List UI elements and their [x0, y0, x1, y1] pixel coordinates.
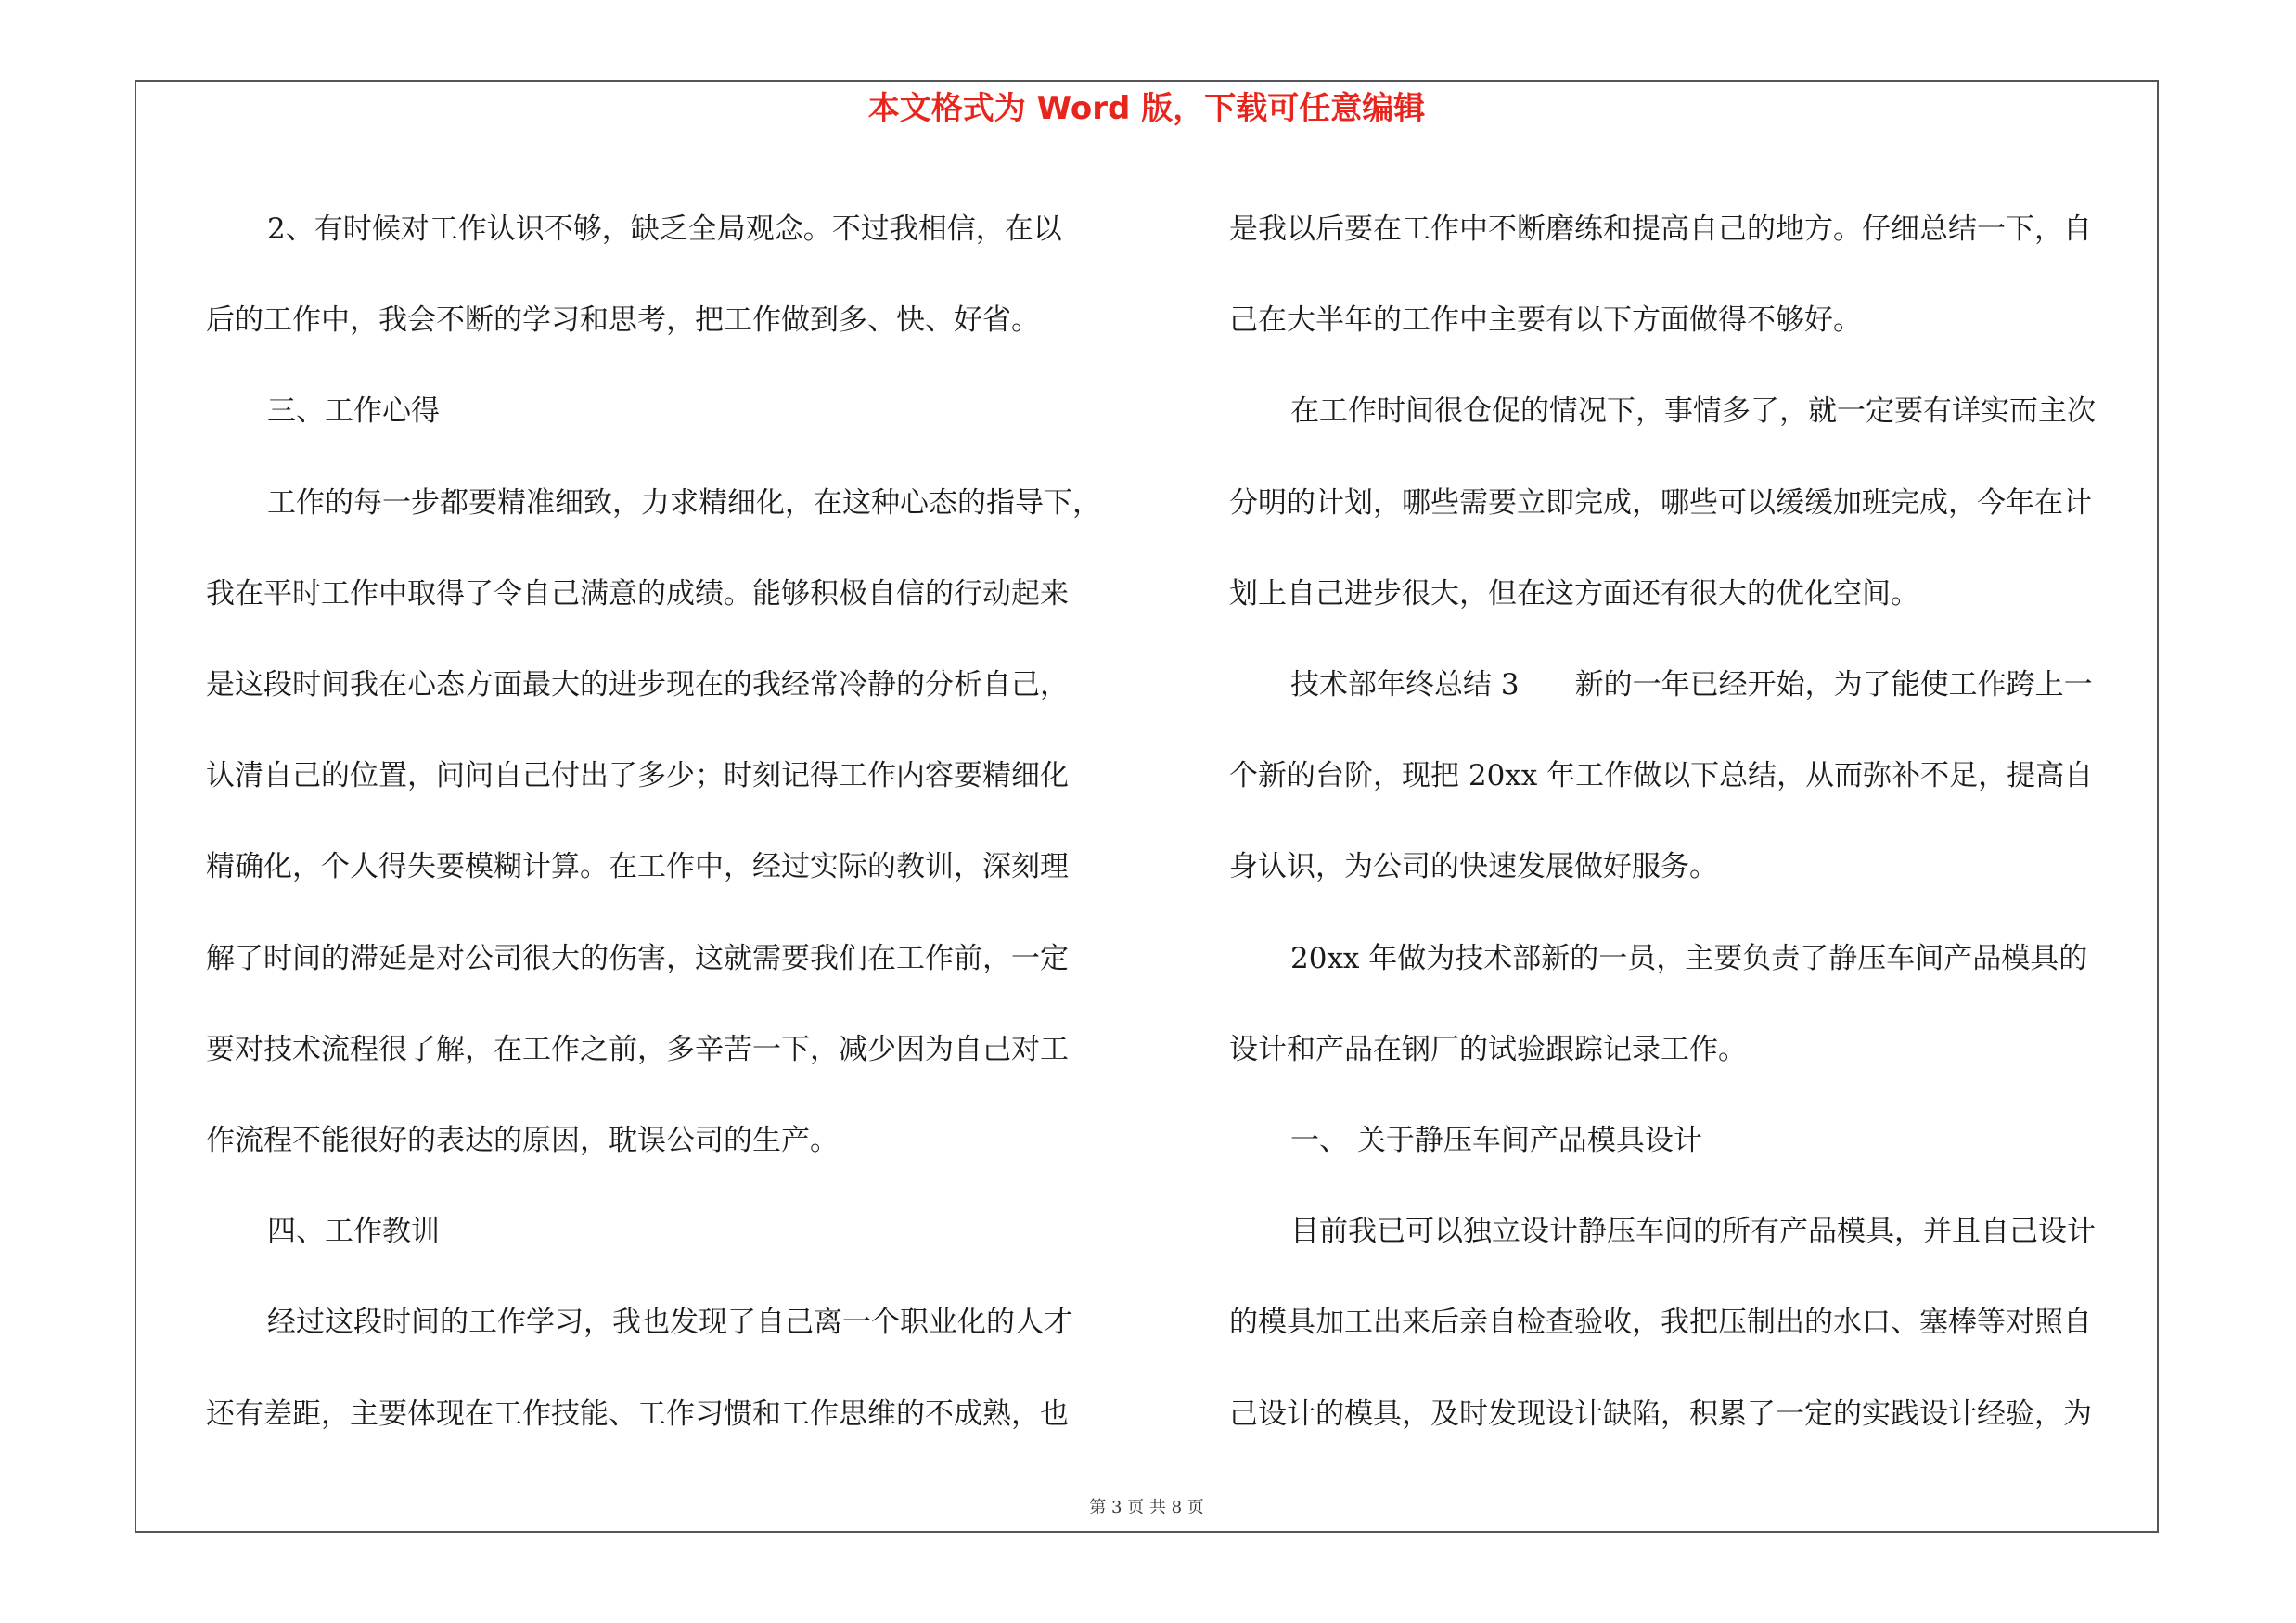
paragraph-line: 设计和产品在钢厂的试验跟踪记录工作。 [1229, 1032, 1747, 1066]
paragraph-line: 在工作时间很仓促的情况下，事情多了，就一定要有详实而主次 [1290, 394, 2096, 429]
paragraph-line: 己在大半年的工作中主要有以下方面做得不够好。 [1229, 303, 1862, 338]
paragraph-line: 分明的计划，哪些需要立即完成，哪些可以缓缓加班完成，今年在计 [1229, 485, 2092, 520]
paragraph-line: 要对技术流程很了解，在工作之前，多辛苦一下，减少因为自己对工 [206, 1032, 1069, 1066]
paragraph-line: 20xx 年做为技术部新的一员，主要负责了静压车间产品模具的 [1290, 941, 2088, 975]
paragraph-line: 身认识，为公司的快速发展做好服务。 [1229, 850, 1718, 884]
paragraph-line: 是这段时间我在心态方面最大的进步现在的我经常冷静的分析自己， [206, 668, 1069, 702]
section-heading: 三、工作心得 [267, 394, 440, 429]
paragraph-line: 还有差距，主要体现在工作技能、工作习惯和工作思维的不成熟，也 [206, 1397, 1069, 1431]
summary-intro: 新的一年已经开始，为了能使工作跨上一 [1574, 668, 2093, 702]
paragraph-line: 作流程不能很好的表达的原因，耽误公司的生产。 [206, 1124, 839, 1158]
paragraph-line: 精确化，个人得失要模糊计算。在工作中，经过实际的教训，深刻理 [206, 850, 1069, 884]
paragraph-line: 划上自己进步很大，但在这方面还有很大的优化空间。 [1229, 576, 1919, 611]
paragraph-line: 是我以后要在工作中不断磨练和提高自己的地方。仔细总结一下，自 [1229, 213, 2092, 246]
left-text-column [206, 184, 1134, 1460]
section-heading: 四、工作教训 [267, 1215, 440, 1249]
paragraph-line: 2、有时候对工作认识不够，缺乏全局观念。不过我相信，在以 [267, 213, 1062, 246]
paragraph-line: 的模具加工出来后亲自检查验收，我把压制出的水口、塞棒等对照自 [1229, 1306, 2092, 1340]
paragraph-line: 工作的每一步都要精准细致，力求精细化，在这种心态的指导下， [267, 485, 1101, 520]
paragraph-line: 我在平时工作中取得了令自己满意的成绩。能够积极自信的行动起来 [206, 576, 1069, 611]
paragraph-line: 认清自己的位置，问问自己付出了多少；时刻记得工作内容要精细化 [206, 759, 1069, 793]
paragraph-line: 经过这段时间的工作学习，我也发现了自己离一个职业化的人才 [267, 1306, 1072, 1340]
paragraph-line: 个新的台阶，现把 20xx 年工作做以下总结，从而弥补不足，提高自 [1229, 759, 2094, 793]
right-text-column [1229, 184, 2152, 1460]
format-notice-banner: 本文格式为 Word 版，下载可任意编辑 [867, 90, 1426, 127]
section-heading: 一、 关于静压车间产品模具设计 [1290, 1124, 1702, 1158]
page-number: 第 3 页 共 8 页 [1089, 1498, 1204, 1517]
summary-title: 技术部年终总结 3 [1290, 668, 1520, 702]
paragraph-line: 解了时间的滞延是对公司很大的伤害，这就需要我们在工作前，一定 [206, 941, 1069, 975]
paragraph-line: 己设计的模具，及时发现设计缺陷，积累了一定的实践设计经验，为 [1229, 1397, 2092, 1431]
paragraph-line [1229, 639, 2152, 730]
paragraph-line: 后的工作中，我会不断的学习和思考，把工作做到多、快、好省。 [206, 303, 1040, 338]
paragraph-line: 目前我已可以独立设计静压车间的所有产品模具，并且自己设计 [1290, 1215, 2096, 1249]
